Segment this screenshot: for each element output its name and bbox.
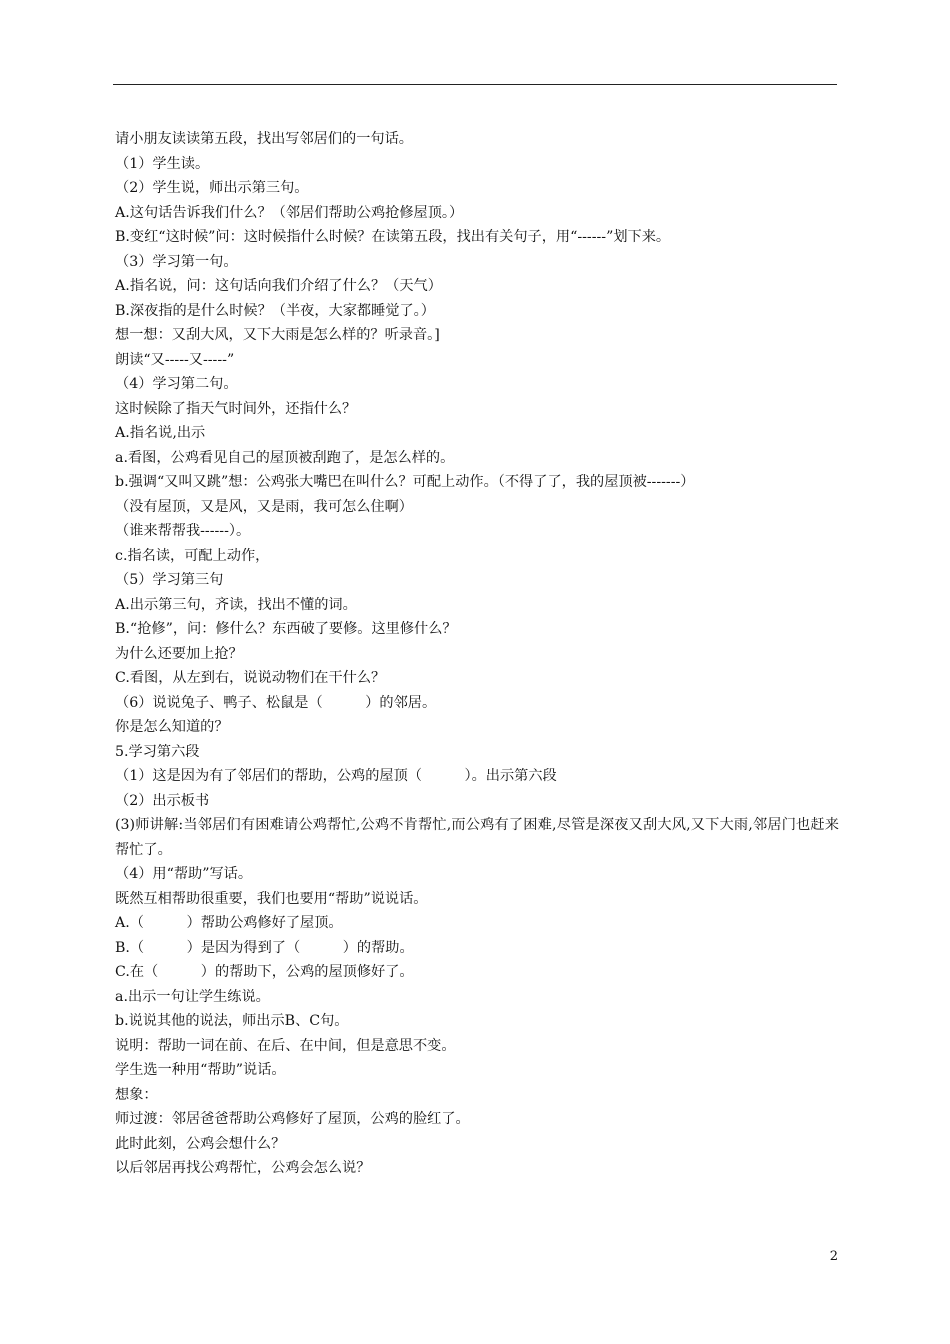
text-line: 既然互相帮助很重要，我们也要用“帮助”说说话。 [115, 890, 428, 907]
text-line: 想一想：又刮大风，又下大雨是怎么样的？听录音。] [115, 327, 440, 343]
text-line: c.指名读，可配上动作， [115, 547, 270, 564]
text-line: b.说说其他的说法，师出示B、C句。 [115, 1013, 349, 1029]
text-line: B.深夜指的是什么时候？（半夜，大家都睡觉了。） [115, 302, 435, 319]
body-text [115, 127, 839, 1181]
text-line: A.这句话告诉我们什么？（邻居们帮助公鸡抢修屋顶。） [115, 204, 464, 221]
text-line: （4）学习第二句。 [115, 376, 238, 392]
text-line: （4）用“帮助”写话。 [115, 866, 253, 882]
text-line: b.强调“又叫又跳”想：公鸡张大嘴巴在叫什么？可配上动作。（不得了了，我的屋顶被-------） [115, 474, 695, 490]
text-line: （6）说说兔子、鸭子、松鼠是（ ）的邻居。 [115, 694, 437, 711]
text-line: A.（ ）帮助公鸡修好了屋顶。 [115, 915, 343, 931]
text-line: 以后邻居再找公鸡帮忙，公鸡会怎么说？ [115, 1160, 371, 1176]
text-line: C.在（ ）的帮助下，公鸡的屋顶修好了。 [115, 964, 414, 980]
header-rule [113, 84, 837, 85]
text-paragraph: (3)师讲解:当邻居们有困难请公鸡帮忙,公鸡不肯帮忙,而公鸡有了困难,尽管是深夜又刮大风,又下大雨,邻居门也赶来帮忙了。 [115, 817, 839, 858]
text-line: （3）学习第一句。 [115, 253, 238, 270]
text-line: 想象： [115, 1086, 158, 1103]
text-line: C.看图，从左到右，说说动物们在干什么？ [115, 670, 386, 686]
text-line: （5）学习第三句 [115, 572, 224, 588]
text-line: 你是怎么知道的？ [115, 719, 229, 735]
text-line: B.（ ）是因为得到了（ ）的帮助。 [115, 939, 414, 956]
text-line: a.看图，公鸡看见自己的屋顶被刮跑了，是怎么样的。 [115, 449, 455, 466]
text-line: 学生选一种用“帮助”说话。 [115, 1062, 286, 1078]
page-number: 2 [829, 1249, 838, 1264]
text-line: （没有屋顶，又是风，又是雨，我可怎么住啊） [115, 498, 413, 515]
text-line: 此时此刻，公鸡会想什么？ [115, 1135, 286, 1152]
text-line: A.指名说,出示 [115, 425, 206, 441]
text-line: 朗读“又-----又-----” [115, 351, 235, 368]
text-line: （1）这是因为有了邻居们的帮助，公鸡的屋顶（ ）。出示第六段 [115, 768, 557, 784]
text-line: 请小朋友读读第五段，找出写邻居们的一句话。 [115, 131, 413, 147]
text-line: 师过渡：邻居爸爸帮助公鸡修好了屋顶，公鸡的脸红了。 [115, 1111, 470, 1127]
text-line: 说明：帮助一词在前、在后、在中间，但是意思不变。 [115, 1037, 456, 1054]
text-line: A.出示第三句，齐读，找出不懂的词。 [115, 596, 357, 613]
text-line: B.变红“这时候”问：这时候指什么时候？在读第五段，找出有关句子，用“------”划下来。 [115, 229, 671, 245]
text-line: 5.学习第六段 [115, 743, 200, 760]
text-line: （1）学生读。 [115, 155, 210, 172]
text-line: 为什么还要加上抢？ [115, 645, 243, 662]
text-line: B.“抢修”，问：修什么？东西破了要修。这里修什么？ [115, 621, 457, 637]
text-line: 这时候除了指天气时间外，还指什么？ [115, 400, 357, 417]
text-line: a.出示一句让学生练说。 [115, 988, 270, 1005]
text-line: （2）学生说，师出示第三句。 [115, 180, 309, 196]
text-line: （2）出示板书 [115, 792, 210, 809]
text-line: A.指名说，问：这句话向我们介绍了什么？（天气） [115, 278, 442, 294]
text-line: （谁来帮帮我------）。 [115, 523, 251, 539]
